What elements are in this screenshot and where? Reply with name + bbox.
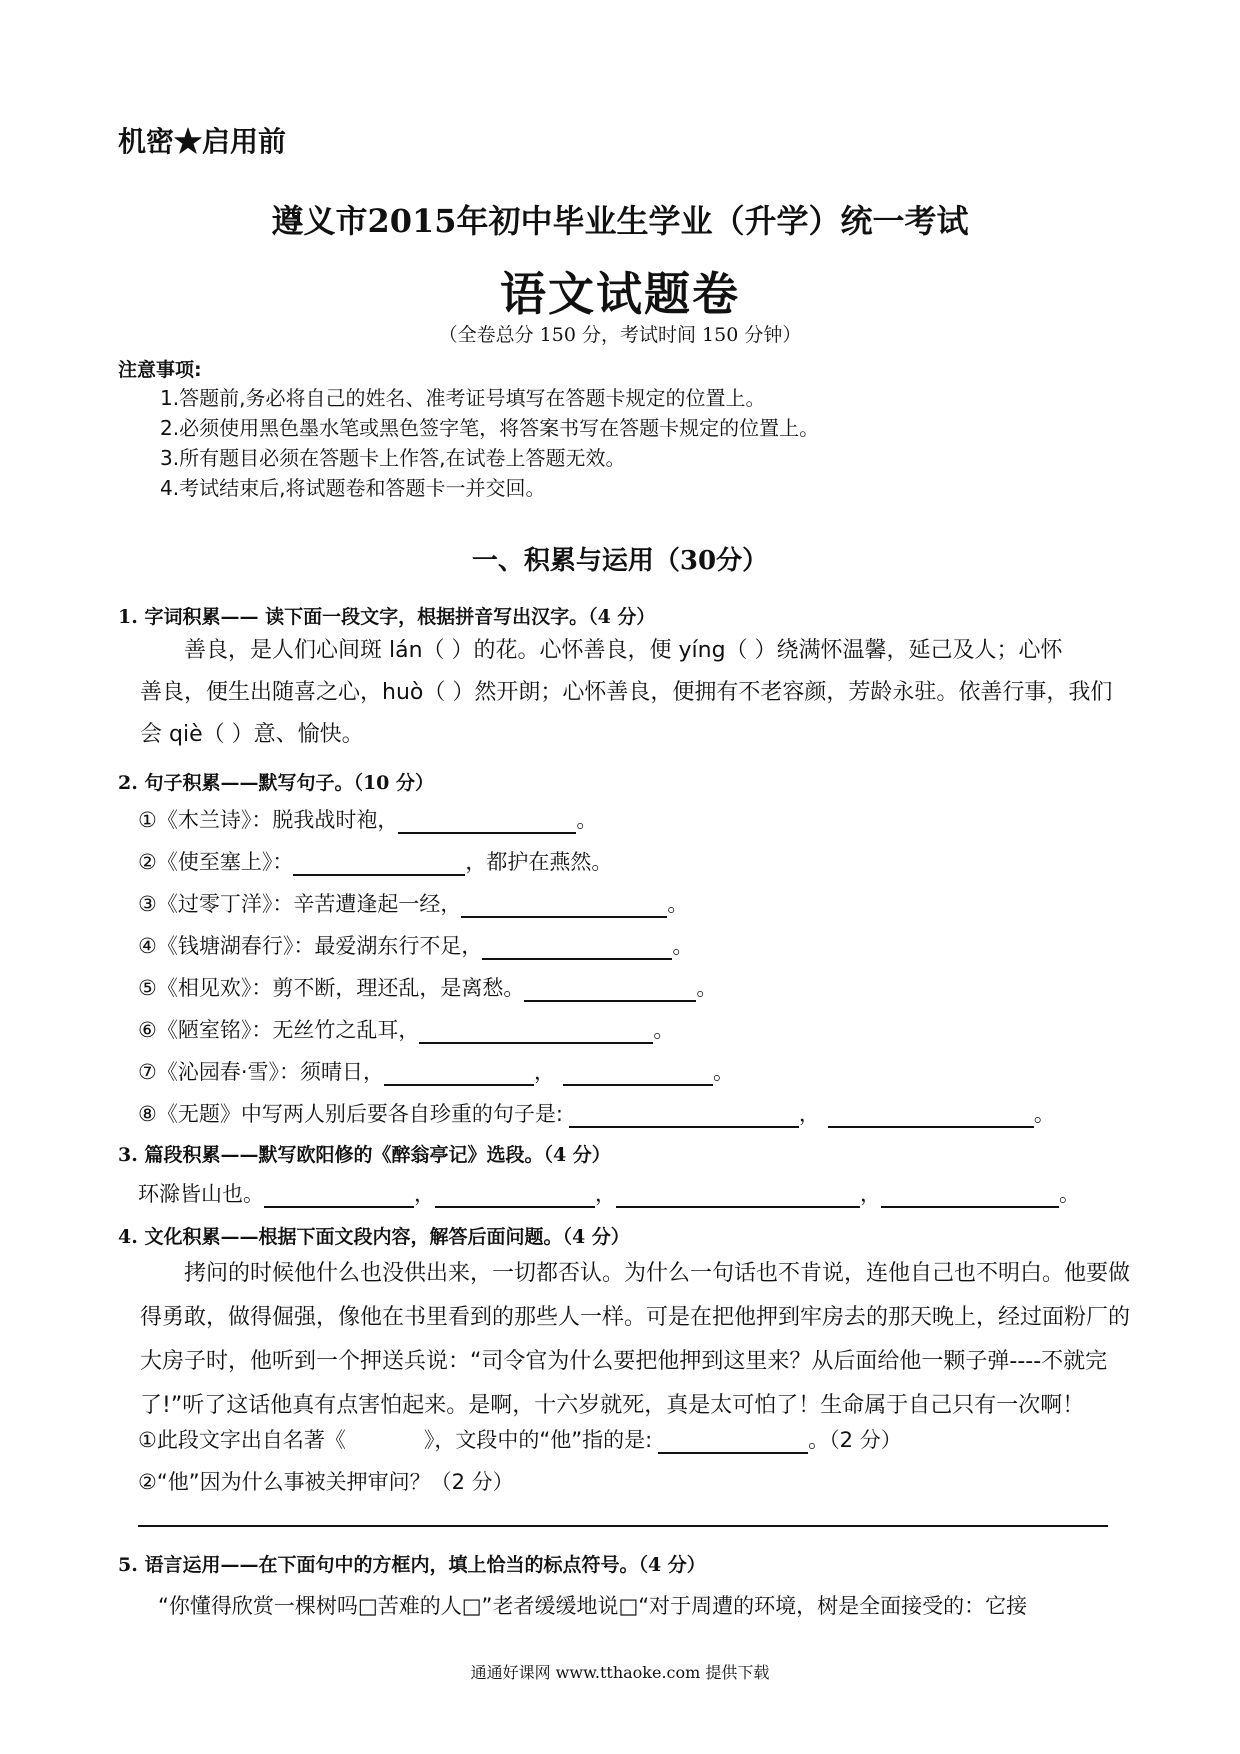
q2-item [138,1056,734,1086]
q3-start: 环滁皆山也。 [138,1182,264,1206]
q2-item-text: ③《过零丁洋》：辛苦遭逢起一经， [138,892,462,916]
q2-item-text: ⑦《沁园春·雪》：须晴日， [138,1060,385,1084]
q2-item [138,804,597,834]
q2-item-text: ①《木兰诗》：脱我战时袍， [138,808,399,832]
answer-blank[interactable] [569,1102,799,1128]
answer-blank[interactable] [616,1182,860,1208]
q3-sep: ， [860,1182,881,1206]
subject-title: 语文试题卷 [500,267,740,321]
q2-item-end: 。 [667,892,689,916]
answer-blank[interactable] [384,1060,534,1086]
q1-line: 善良，便生出随喜之心，huò（ ）然开朗；心怀善良，便拥有不老容颜，芳龄永驻。依善行事，我们 [140,680,1113,705]
notice-list [160,383,819,503]
q4-line: 拷问的时候他什么也没供出来，一切都否认。为什么一句话也不肯说，连他自己也不明白。他要做 [184,1261,1131,1286]
q2-item-text: ⑧《无题》中写两人别后要各自珍重的句子是: [138,1102,563,1126]
q5-line: “你懂得欣赏一棵树吗□苦难的人□”老者缓缓地说□“对于周遭的环境，树是全面接受的：它接 [158,1594,1028,1618]
q4-line: 大房子时，他听到一个押送兵说：“司令官为什么要把他押到这里来？从后面给他一颗子弹----不就完 [140,1349,1108,1374]
answer-blank[interactable] [658,1428,808,1454]
q4-title: 4. 文化积累——根据下面文段内容，解答后面问题。（4 分） [118,1226,630,1248]
q2-item-end: 。 [653,1018,675,1042]
q2-item-text: ⑤《相见欢》：剪不断，理还乱，是离愁。 [138,976,525,1000]
answer-blank[interactable] [419,1018,653,1044]
notice-item: 2.必须使用黑色墨水笔或黑色签字笔，将答案书写在答题卡规定的位置上。 [160,416,820,440]
q2-item-text: ②《使至塞上》： [138,850,294,874]
answer-blank[interactable] [828,1102,1034,1128]
answer-blank[interactable] [881,1182,1059,1208]
q2-item [138,972,717,1002]
q2-item-sep: ， [534,1060,556,1084]
q2-item-text: ⑥《陋室铭》：无丝竹之乱耳， [138,1018,420,1042]
q3-line [138,1178,1080,1208]
q2-item-end: ，都护在燕然。 [465,850,613,874]
footer-credit: 通通好课网 www.tthaoke.com 提供下载 [470,1663,770,1682]
q3-end: 。 [1059,1182,1080,1206]
notice-item: 3.所有题目必须在答题卡上作答,在试卷上答题无效。 [160,446,626,470]
answer-blank[interactable] [563,1060,713,1086]
q2-item-end: 。 [713,1060,735,1084]
answer-blank[interactable] [461,892,667,918]
answer-blank[interactable] [398,808,576,834]
q1-title: 1. 字词积累—— 读下面一段文字，根据拼音写出汉字。（4 分） [118,606,656,628]
answer-blank[interactable] [482,934,672,960]
q2-item-text: ④《钱塘湖春行》：最爱湖东行不足， [138,934,483,958]
q2-item [138,888,688,918]
q4-sub1 [138,1424,902,1454]
q2-item-end: 。 [696,976,718,1000]
q3-sep: ， [414,1182,435,1206]
answer-blank[interactable] [264,1182,414,1208]
q2-item-sep: ， [798,1102,820,1126]
q2-item [138,1014,674,1044]
exam-info: （全卷总分 150 分，考试时间 150 分钟） [438,324,802,346]
q2-item-end: 。 [576,808,598,832]
section-title: 一、积累与运用（30分） [471,546,769,576]
q2-item-end: 。 [1033,1102,1055,1126]
q3-title: 3. 篇段积累——默写欧阳修的《醉翁亭记》选段。（4 分） [118,1144,611,1166]
q2-title: 2. 句子积累——默写句子。（10 分） [118,772,435,794]
q3-sep: ， [595,1182,616,1206]
q4-sub1-text: 》，文段中的“他”指的是: [423,1428,653,1452]
q2-item [138,1098,1055,1128]
q1-line: 会 qiè（ ）意、愉快。 [140,722,364,747]
q4-passage [140,1252,1140,1428]
q4-sub1-text: ①此段文字出自名著《 [138,1428,346,1452]
answer-line[interactable] [138,1525,1108,1527]
q5-title: 5. 语言运用——在下面句中的方框内，填上恰当的标点符号。（4 分） [118,1554,706,1576]
q2-item [138,846,612,876]
q2-item [138,930,693,960]
q2-item-end: 。 [672,934,694,958]
answer-blank[interactable] [524,976,696,1002]
exam-title: 遵义市2015年初中毕业生学业（升学）统一考试 [271,202,969,240]
answer-blank[interactable] [435,1182,595,1208]
notice-item: 1.答题前,务必将自己的姓名、准考证号填写在答题卡规定的位置上。 [160,386,766,410]
q4-sub2: ②“他”因为什么事被关押审问？（2 分） [138,1470,514,1494]
q1-passage [140,630,1140,756]
answer-blank[interactable] [293,850,465,876]
q4-line: 得勇敢，做得倔强，像他在书里看到的那些人一样。可是在把他押到牢房去的那天晚上，经过面粉厂的 [140,1305,1131,1330]
confidential-label: 机密★启用前 [118,125,287,158]
notice-item: 4.考试结束后,将试题卷和答题卡一并交回。 [160,476,546,500]
q1-line: 善良，是人们心间斑 lán（ ）的花。心怀善良，便 yíng（ ）绕满怀温馨，延己及人；心怀 [184,638,1063,663]
q4-line: 了!”听了这话他真有点害怕起来。是啊，十六岁就死，真是太可怕了！生命属于自己只有一次啊！ [140,1393,1085,1418]
q4-sub1-end: 。（2 分） [808,1428,902,1452]
notice-title: 注意事项: [118,359,202,381]
